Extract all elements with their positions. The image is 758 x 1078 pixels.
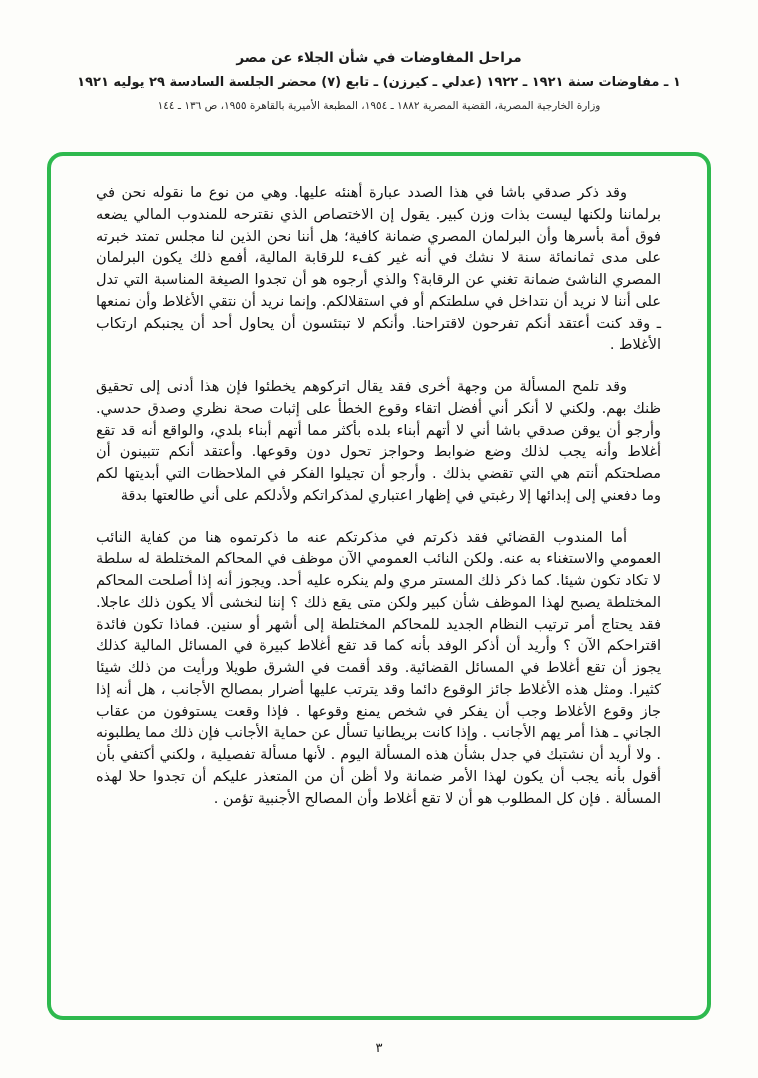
paragraph: وقد تلمح المسألة من وجهة أخرى فقد يقال اتركوهم يخطئوا فإن هذا أدنى إلى تحقيق ظنك بهم. ولكني لا أنكر أني أفضل اتقاء وقوع الخطأ على إثبات صحة نظري وصدق حدسي. وأرجو أن يوقن صدقي باشا أني لا أتهم أبناء بلده بأكثر مما أتهم أبناء بلدي، والواقع أنه قد تقع أغلاط وأنه يجب لذلك وضع ضوابط وحواجز تحول دون وقوعها. وأعتقد أنكم تتبينون أن مصلحتكم أنتم هي التي تقضي بذلك . وأرجو أن تجيلوا الفكر في الملاحظات التي أبديتها لكم وما دفعني إلى إبدائها إلا رغبتي في إظهار اعتباري لمذكراتكم ولأدلكم على أني طالعتها بدقة (96, 379, 661, 504)
document-subtitle: ١ ـ مفاوضات سنة ١٩٢١ ـ ١٩٢٢ (عدلي ـ كيرزن) ـ تابع (٧) محضر الجلسة السادسة ٢٩ يوليه ١٩٢١ (77, 75, 681, 90)
paragraph: أما المندوب القضائي فقد ذكرتم في مذكرتكم عنه ما ذكرتموه هنا من كفاية النائب العمومي والاستغناء به عنه. ولكن النائب العمومي الآن موظف في المحاكم المختلطة له سلطة لا تكاد تكون شيئا. كما ذكر ذلك المستر مري ولم ينكره عليه أحد. ويجوز أنه إذا أصلحت المحاكم المختلطة يصبح لهذا الموظف شأن كبير ولكن متى يقع ذلك ؟ إننا لنخشى ألا يكون ذلك عاجلا. فقد يحتاج أمر ترتيب النظام الجديد للمحاكم المختلطة إلى أشهر أو سنين. فماذا تكون فائدة اقتراحكم الآن ؟ وأريد أن أذكر الوفد بأنه كما قد تقع أغلاط كبيرة في المسائل المالية كذلك يجوز أن تقع أغلاط في المسائل القضائية. وقد أقمت في الشرق طويلا ورأيت من ذلك شيئا كثيرا. ومثل هذه الأغلاط جائز الوقوع دائما وقد يترتب عليها أضرار بمصالح الأجانب ، هل أنه إذا جاز وقوع الأغلاط وجب أن يفكر في شخص يمنع وقوعها . فإذا وقعت يستوفون من عقاب الجاني ـ هذا أمر يهم الأجانب . وإذا كانت بريطانيا تسأل عن حماية الأجانب فإن ذلك مما يطلبونه . ولا أريد أن نشتبك في جدل بشأن هذه المسألة اليوم . لأنها مسألة تفصيلية ، ولكني أكتفي بأن أقول بأنه يجب أن يكون لهذا الأمر ضمانة ولا أظن أن من المتعذر عليكم أن تجدوا حلا لهذه المسألة . فإن كل المطلوب هو أن لا تقع أغلاط وأن المصالح الأجنبية تؤمن . (96, 529, 661, 807)
document-title: مراحل المفاوضات في شأن الجلاء عن مصر (236, 50, 522, 66)
page-number: ٣ (375, 1041, 383, 1056)
document-body (96, 183, 661, 830)
page-header (0, 50, 758, 112)
paragraph: وقد ذكر صدقي باشا في هذا الصدد عبارة أهنئه عليها. وهي من نوع ما نقوله نحن في برلماننا ولكنها ليست بذات وزن كبير. يقول إن الاختصاص الذي نقترحه للمندوب المالي يضعه فوق أمة بأسرها وأن البرلمان المصري ضمانة كافية؛ هل أننا نحن الذين لنا مجلس تمتد خبرته على مدى ثمانمائة سنة لا نشك في أنه غير كفء للرقابة المالية، أفمع ذلك يكون البرلمان المصري الناشئ ضمانة تغني عن الرقابة؟ والذي أرجوه هو أن تجدوا الصيغة المناسبة التي تدل على أننا لا نريد أن نتداخل في سلطتكم أو في استقلالكم. وإنما نريد أن نتقي الأغلاط وأن نمنعها ـ وقد كنت أعتقد أنكم تفرحون لاقتراحنا. وأنكم لا تبتئسون أن يحاول أحد أن يجنبكم ارتكاب الأغلاط . (96, 185, 661, 354)
document-source-citation: وزارة الخارجية المصرية، القضية المصرية ١٨٨٢ ـ ١٩٥٤، المطبعة الأميرية بالقاهرة ١٩٥٥، ص ١٣٦ ـ ١٤٤ (157, 100, 601, 112)
